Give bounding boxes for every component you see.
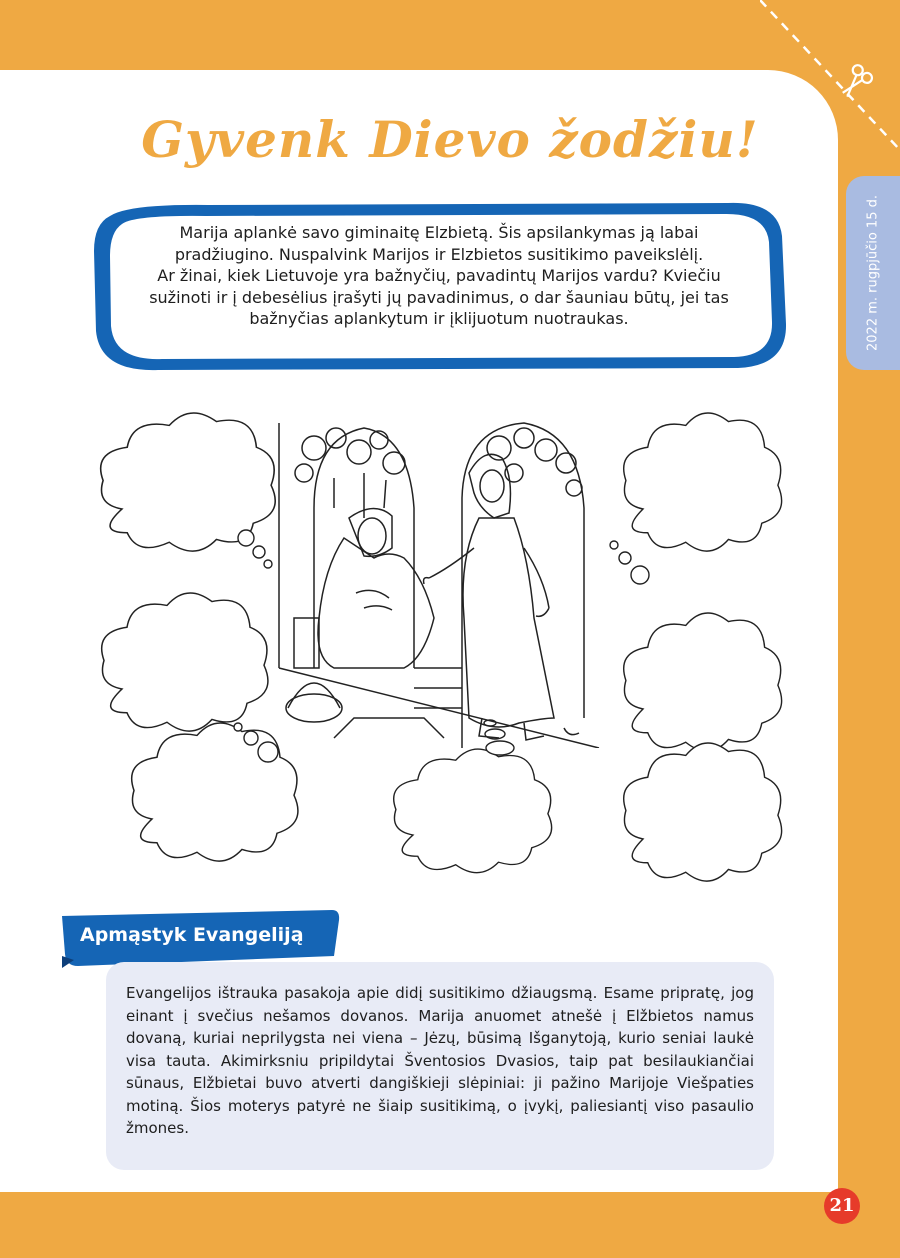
intro-line: Ar žinai, kiek Lietuvoje yra bažnyčių, pavadintų Marijos vardu? Kviečiu: [157, 266, 721, 285]
tree-right: [487, 428, 582, 496]
cloud-mid-right: [624, 613, 782, 751]
date-tab: [846, 176, 900, 370]
cloud-bottom-center: [394, 749, 552, 873]
scissors-icon: [837, 63, 874, 102]
mary-figure: [424, 454, 554, 740]
thought-bubble: [253, 546, 265, 558]
intro-box: [88, 196, 790, 376]
visitation-illustration: [274, 418, 604, 748]
thought-bubble: [264, 560, 272, 568]
intro-line: sužinoti ir į debesėlius įrašyti jų pavadinimus, o dar šauniau būtų, jei tas: [149, 287, 729, 307]
cloud-mid-left: [102, 593, 268, 731]
section-header-label-wrap: [62, 908, 342, 968]
thought-bubble: [234, 723, 242, 731]
intro-text: [128, 222, 750, 330]
thought-bubble: [244, 731, 258, 745]
intro-line: Marija aplankė savo giminaitę Elzbietą. Šis apsilankymas ją labai: [179, 223, 699, 242]
section-title: Apmąstyk Evangeliją: [80, 924, 304, 946]
thought-bubble: [631, 566, 649, 584]
date-label: 2022 m. rugpjūčio 15 d.: [865, 195, 881, 351]
thought-bubble: [238, 530, 254, 546]
page-title: Gyvenk Dievo žodžiu!: [141, 110, 759, 169]
cloud-bottom-right: [624, 743, 782, 881]
thought-bubble: [610, 541, 618, 549]
elizabeth-figure: [286, 508, 434, 722]
tree-left: [295, 428, 405, 518]
cloud-top-right: [624, 413, 782, 551]
intro-line: pradžiugino. Nuspalvink Marijos ir Elzbietos susitikimo paveikslėlį.: [174, 244, 704, 264]
gospel-text: Evangelijos ištrauka pasakoja apie didį susitikimo džiaugsmą. Esame pripratę, jog einant į svečius nešamos dovanos. Marija anuomet atnešė į Elžbietos namus dovaną, kuriai neprilygsta nei viena – Jėzų, būsimą Išganytoją, kurio seniai laukė visa tauta. Akimirksniu pripildytai Šventosios Dvasios, taip pat besilaukiančiai sūnaus, Elžbietai buvo atverti dangiškieji slėpiniai: ji pažino Marijoje Viešpaties motiną. Šios moterys patyrė ne šiaip susitikimą, o įvykį, paliesiantį viso pasaulio žmones.: [126, 984, 754, 1137]
thought-bubble: [619, 552, 631, 564]
gospel-reflection-box: [106, 962, 774, 1170]
intro-line: bažnyčias aplankytum ir įklijuotum nuotraukas.: [249, 309, 629, 328]
page-number: 21: [824, 1188, 860, 1224]
